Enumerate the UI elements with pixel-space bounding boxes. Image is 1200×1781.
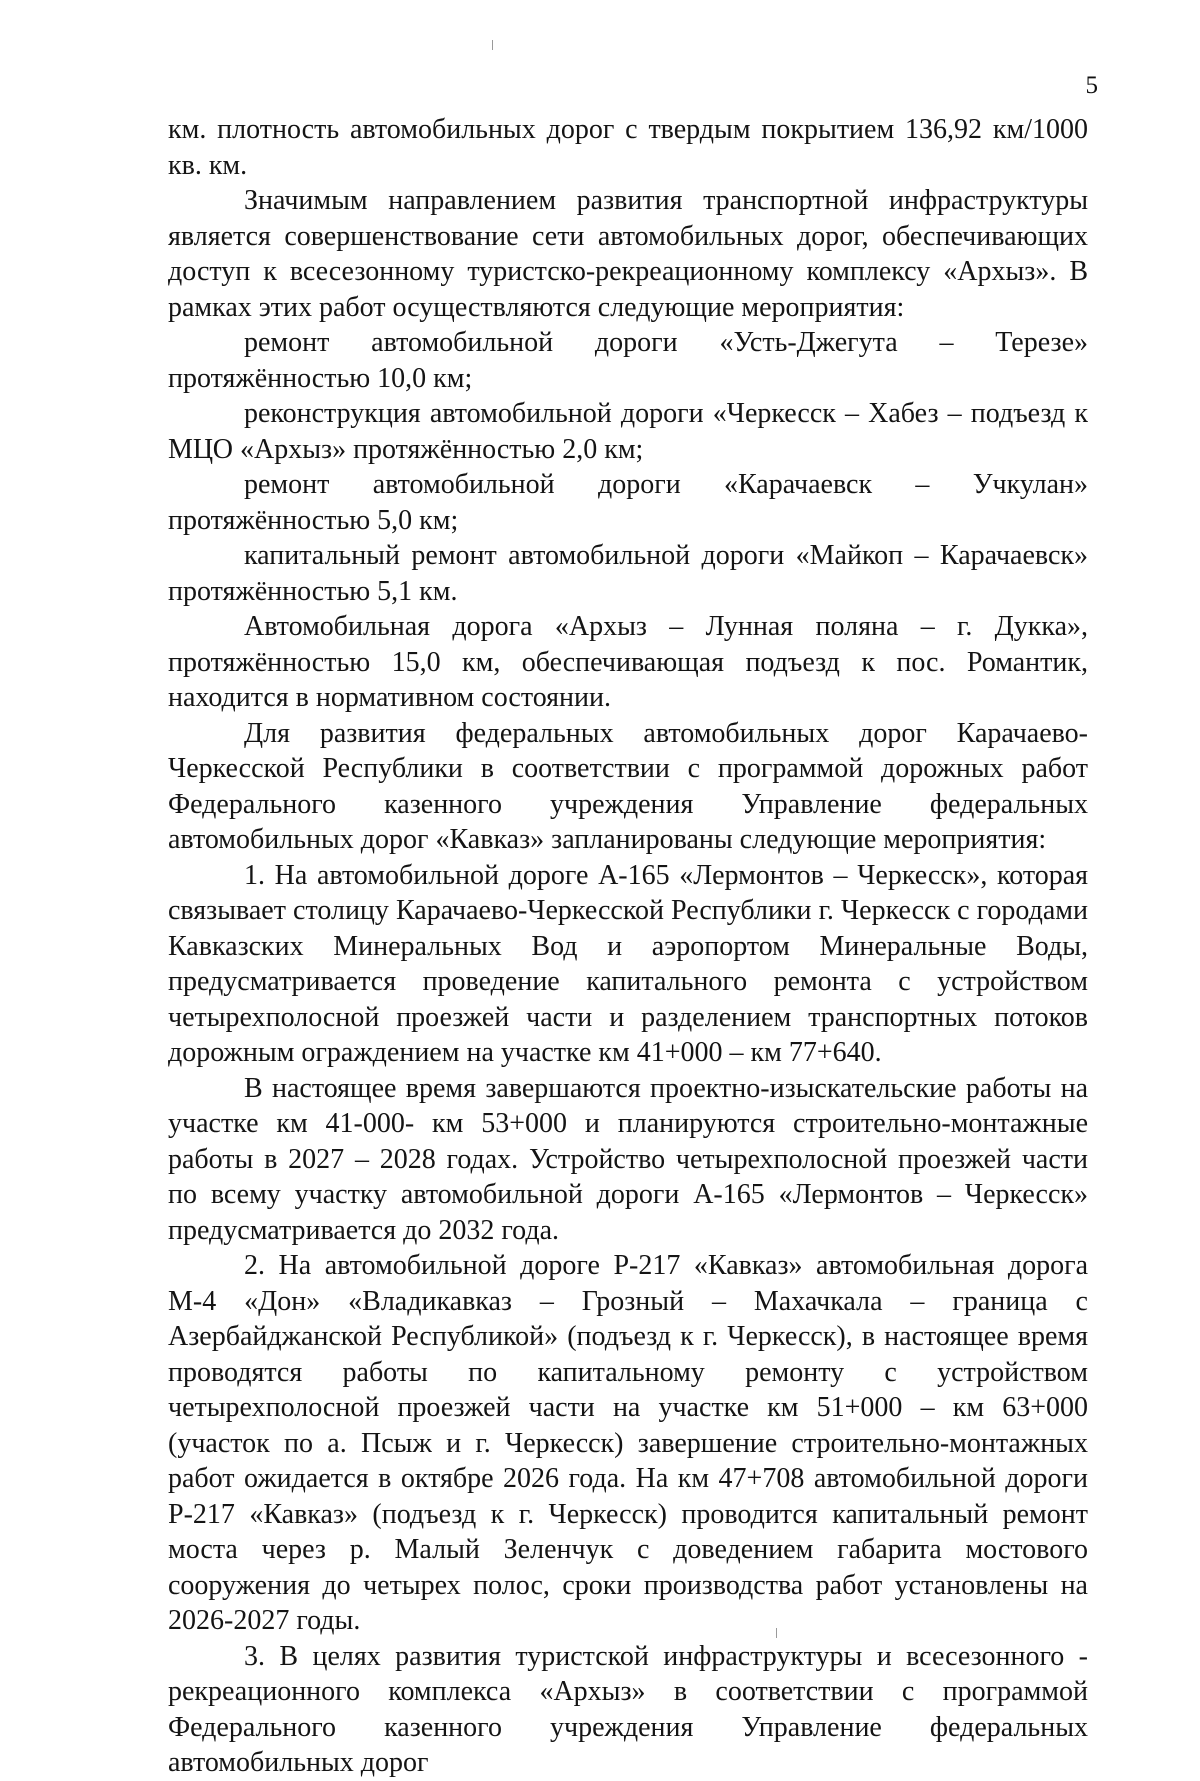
numbered-paragraph: 3. В целях развития туристской инфраструктуры и всесезонного - рекреационного комплекса «Архыз» в соответствии с программой Федерального казенного учреждения Управление федеральных автомобильных дорог [168,1640,1088,1778]
list-item: ремонт автомобильной дороги «Карачаевск – Учкулан» протяжённостью 5,0 км; [168,469,1088,536]
document-body [168,112,1088,1781]
paragraph: В настоящее время завершаются проектно-изыскательские работы на участке км 41-000- км 53+000 и планируются строительно-монтажные работы в 2027 – 2028 годах. Устройство четырехполосной проезжей части по всему участку автомобильной дороги А-165 «Лермонтов – Черкесск» предусматривается до 2032 года. [168,1072,1088,1246]
paragraph: Значимым направлением развития транспортной инфраструктуры является совершенствование сети автомобильных дорог, обеспечивающих доступ к всесезонному туристско-рекреационному комплексу «Архыз». В рамках этих работ осуществляются следующие мероприятия: [168,185,1088,323]
numbered-paragraph: 2. На автомобильной дороге Р-217 «Кавказ» автомобильная дорога М-4 «Дон» «Владикавказ – Грозный – Махачкала – граница с Азербайджанской Республикой» (подъезд к г. Черкесск), в настоящее время проводятся работы по капитальному ремонту с устройством четырехполосной проезжей части на участке км 51+000 – км 63+000 (участок по а. Псыж и г. Черкесск) завершение строительно-монтажных работ ожидается в октябре 2026 года. На км 47+708 автомобильной дороги Р-217 «Кавказ» (подъезд к г. Черкесск) проводится капитальный ремонт моста через р. Малый Зеленчук с доведением габарита мостового сооружения до четырех полос, сроки производства работ установлены на 2026-2027 годы. [168,1250,1088,1636]
scan-mark-top [492,40,493,50]
page-number: 5 [1085,72,1098,99]
paragraph: Автомобильная дорога «Архыз – Лунная поляна – г. Дукка», протяжённостью 15,0 км, обеспечивающая подъезд к пос. Романтик, находится в нормативном состоянии. [168,611,1088,713]
numbered-paragraph: 1. На автомобильной дороге А-165 «Лермонтов – Черкесск», которая связывает столицу Карачаево-Черкесской Республики г. Черкесск с городами Кавказских Минеральных Вод и аэропортом Минеральные Воды, предусматривается проведение капитального ремонта с устройством четырехполосной проезжей части и разделением транспортных потоков дорожным ограждением на участке км 41+000 – км 77+640. [168,859,1088,1068]
paragraph: Для развития федеральных автомобильных дорог Карачаево-Черкесской Республики в соответствии с программой дорожных работ Федерального казенного учреждения Управление федеральных автомобильных дорог «Кавказ» запланированы следующие мероприятия: [168,717,1088,855]
list-item: капитальный ремонт автомобильной дороги «Майкоп – Карачаевск» протяжённостью 5,1 км. [168,540,1088,607]
paragraph: км. плотность автомобильных дорог с твердым покрытием 136,92 км/1000 кв. км. [168,114,1088,181]
list-item: ремонт автомобильной дороги «Усть-Джегута – Терезе» протяжённостью 10,0 км; [168,327,1088,394]
list-item: реконструкция автомобильной дороги «Черкесск – Хабез – подъезд к МЦО «Архыз» протяжённостью 2,0 км; [168,398,1088,465]
